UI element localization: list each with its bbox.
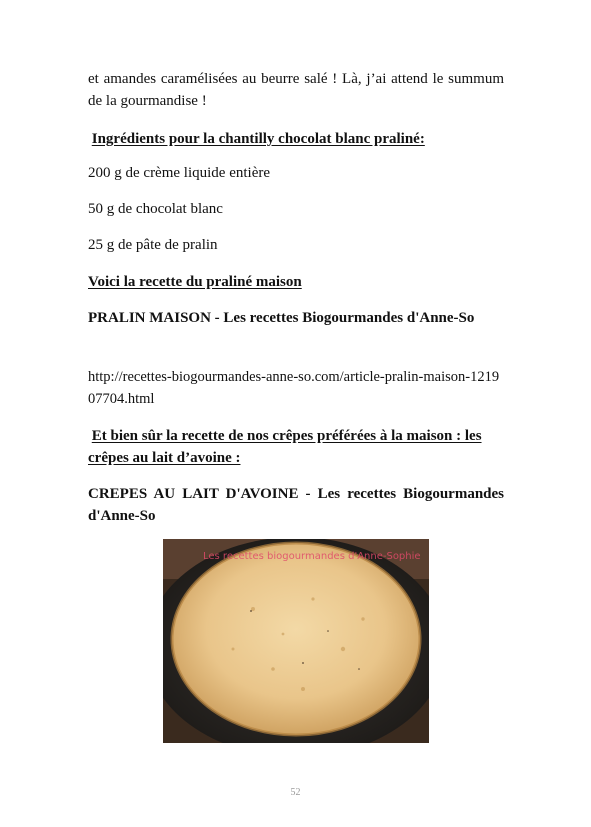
crepes-heading-text: Et bien sûr la recette de nos crêpes préférées à la maison : les crêpes au lait d’avoine :: [88, 428, 482, 466]
ingredients-heading: [88, 128, 504, 150]
praline-heading: Voici la recette du praliné maison: [88, 274, 302, 290]
page-number: 52: [290, 787, 301, 798]
ingredient-item: 25 g de pâte de pralin: [88, 237, 218, 253]
crepes-heading: [88, 425, 504, 469]
ingredient-item: 200 g de crème liquide entière: [88, 165, 271, 181]
intro-paragraph: et amandes caramélisées au beurre salé ! Là, j’ai attend le summum de la gourmandise !: [88, 71, 504, 109]
photo-watermark: Les recettes biogourmandes d'Anne-Sophie: [203, 551, 421, 562]
ingredient-item: 50 g de chocolat blanc: [88, 201, 223, 217]
crepe-photo: [163, 539, 429, 743]
ingredients-heading-text: Ingrédients pour la chantilly chocolat blanc praliné:: [91, 131, 425, 147]
praline-recipe-link[interactable]: http://recettes-biogourmandes-anne-so.com/article-pralin-maison-121907704.html: [88, 369, 500, 407]
crepe-photo-drawing: [163, 539, 429, 743]
praline-recipe-title: PRALIN MAISON - Les recettes Biogourmandes d'Anne-So: [88, 310, 475, 326]
crepes-recipe-title: CREPES AU LAIT D'AVOINE - Les recettes Biogourmandes d'Anne-So: [88, 486, 504, 524]
